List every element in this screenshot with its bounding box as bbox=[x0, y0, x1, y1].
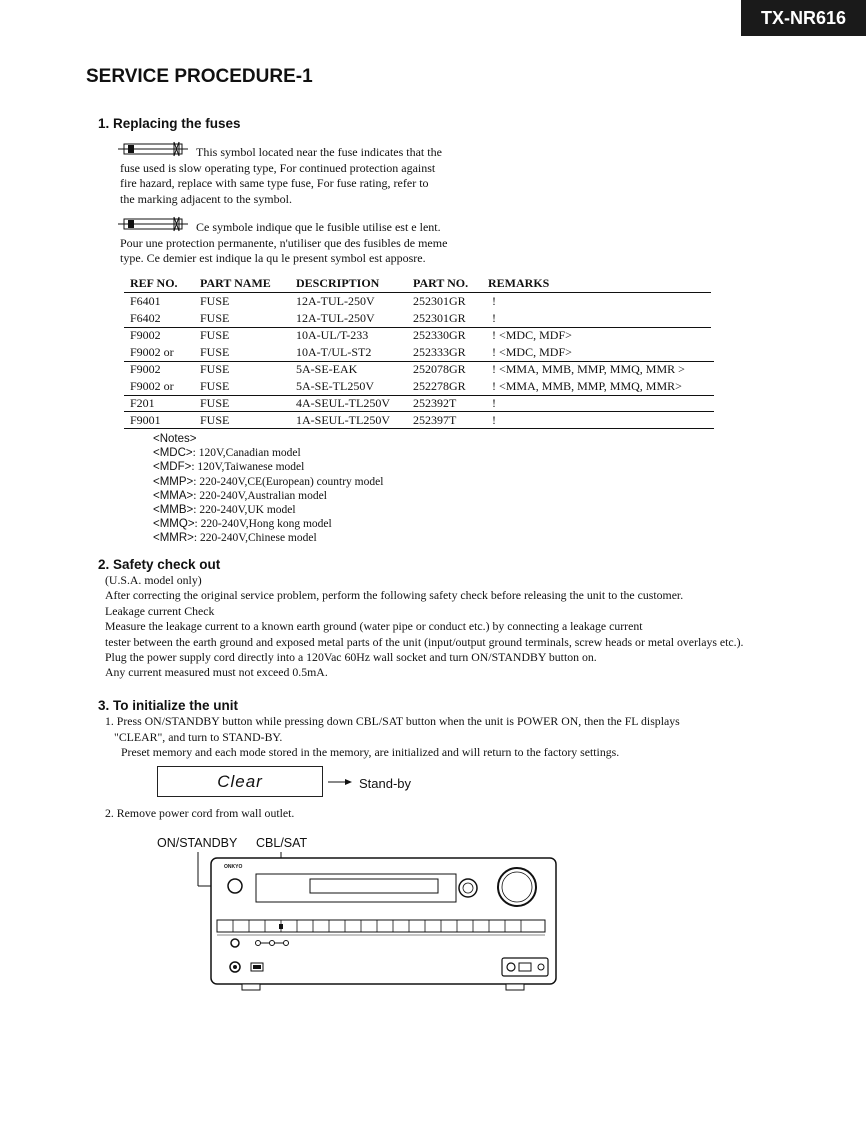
notes-heading: <Notes> bbox=[153, 433, 197, 445]
cbl-sat-label: CBL/SAT bbox=[256, 836, 308, 850]
note-item: <MMA>: 220-240V,Australian model bbox=[153, 489, 327, 502]
standby-label: Stand-by bbox=[359, 776, 412, 791]
onkyo-logo: ONKYO bbox=[224, 864, 243, 870]
fuse-note-french: Ce symbole indique que le fusible utilise est e lent. Pour une protection permanente, n'utiliser que des fusibles de meme type. Ce demier est indique la qu le present symbol est apposre. bbox=[120, 220, 448, 265]
arrow-right-icon bbox=[328, 777, 352, 787]
table-rule bbox=[124, 292, 711, 293]
note-item: <MMR>: 220-240V,Chinese model bbox=[153, 532, 317, 545]
note-item: <MDC>: 120V,Canadian model bbox=[153, 447, 301, 460]
receiver-front-panel bbox=[190, 830, 570, 1005]
section-3-title: 3. To initialize the unit bbox=[98, 698, 239, 713]
fuse-note-english: This symbol located near the fuse indicates that the fuse used is slow operating type, For continued protection against fire hazard, replace with same type fuse, For fuse rating, refer to the marking adjacent to the symbol. bbox=[120, 145, 442, 206]
section-2-title: 2. Safety check out bbox=[98, 557, 221, 572]
safety-check-text: (U.S.A. model only) After correcting the original service problem, perform the following safety check before releasing the unit to the customer. Leakage current Check Measure the leakage current to a known earth ground (water pipe or conduct etc.) by connecting a leakage current tester between the earth ground and exposed metal parts of the unit (input/output ground terminals, screw heads or metal overlays etc.). Plug the power supply cord directly into a 120Vac 60Hz wall socket and turn ON/STANDBY button on. Any current measured must not exceed 0.5mA. bbox=[105, 573, 744, 680]
note-item: <MDF>: 120V,Taiwanese model bbox=[153, 461, 305, 474]
note-item: <MMP>: 220-240V,CE(European) country model bbox=[153, 475, 384, 488]
on-standby-label: ON/STANDBY bbox=[157, 836, 238, 850]
initialize-step-1: 1. Press ON/STANDBY button while pressing down CBL/SAT button when the unit is POWER ON, then the FL displays "CLEAR", and turn to STAND-BY. Preset memory and each mode stored in the memory, are initialized and will return to the factory settings. bbox=[105, 714, 680, 760]
cbl-sat-button bbox=[279, 924, 283, 929]
table-rule bbox=[124, 428, 714, 429]
table-rule bbox=[124, 411, 714, 412]
section-1-title: 1. Replacing the fuses bbox=[98, 116, 241, 131]
note-item: <MMQ>: 220-240V,Hong kong model bbox=[153, 518, 332, 531]
page-title: SERVICE PROCEDURE-1 bbox=[86, 66, 313, 87]
fl-display-clear: Clear bbox=[157, 766, 323, 797]
model-tag: TX-NR616 bbox=[741, 0, 866, 36]
initialize-step-2: 2. Remove power cord from wall outlet. bbox=[105, 806, 295, 820]
model-notes bbox=[153, 432, 383, 546]
on-standby-button bbox=[228, 879, 242, 893]
note-item: <MMB>: 220-240V,UK model bbox=[153, 504, 296, 517]
